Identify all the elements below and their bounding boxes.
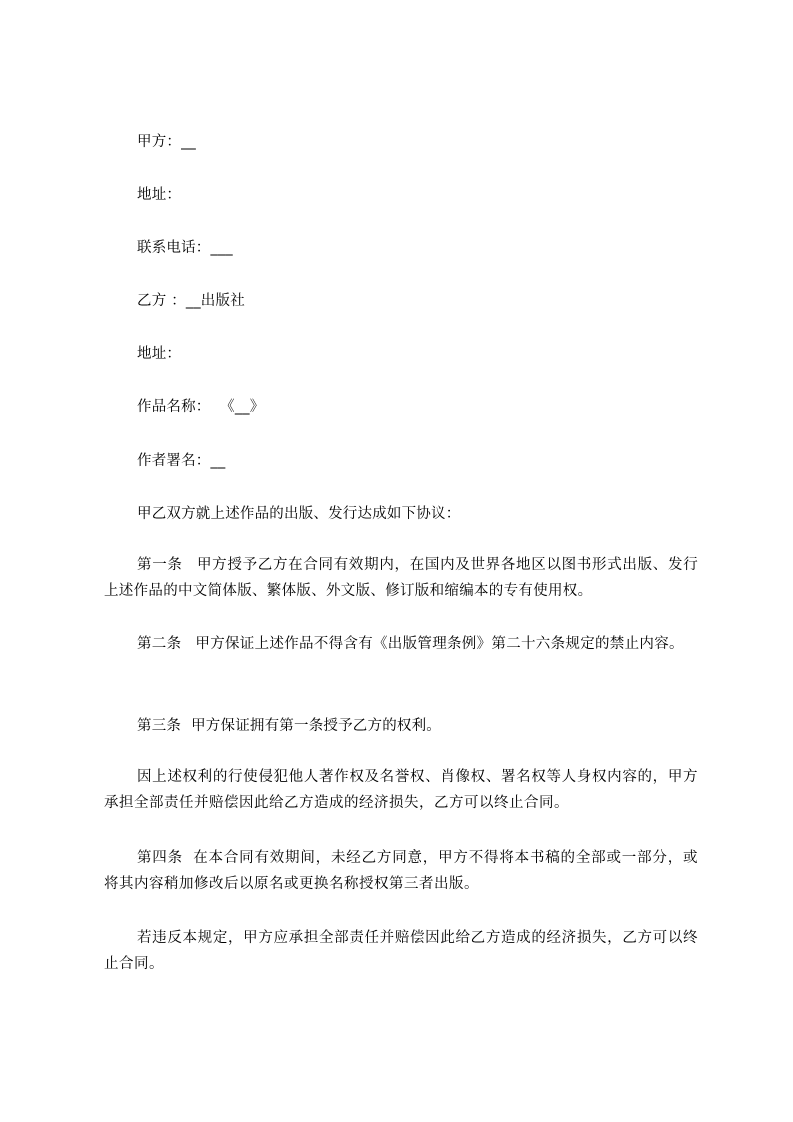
- party-b-line: 乙方 ：__出版社: [137, 293, 245, 309]
- article-2-label: 第二条: [137, 636, 182, 652]
- party-a-line: 甲方：__: [137, 134, 196, 150]
- article-4-label: 第四条: [137, 850, 183, 866]
- article-2-text: 甲方保证上述作品不得含有《出版管理条例》第二十六条规定的禁止内容。: [195, 636, 684, 652]
- article-1-label: 第一条: [137, 557, 183, 573]
- article-3-note: 因上述权利的行使侵犯他人著作权及名誉权、肖像权、署名权等人身权内容的，甲方承担全部责任并赔偿因此给乙方造成的经济损失，乙方可以终止合同。: [104, 769, 698, 811]
- author-line: 作者署名：__: [137, 453, 226, 469]
- article-4-note: 若违反本规定，甲方应承担全部责任并赔偿因此给乙方造成的经济损失，乙方可以终止合同。: [104, 930, 698, 972]
- article-3-text: 甲方保证拥有第一条授予乙方的权利。: [191, 718, 442, 734]
- article-4: [104, 845, 698, 897]
- article-3: [137, 718, 441, 734]
- party-a-address-line: 地址：: [137, 187, 182, 203]
- article-1-text: 甲方授予乙方在合同有效期内，在国内及世界各地区以图书形式出版、发行上述作品的中文简体版、繁体版、外文版、修订版和缩编本的专有使用权。: [104, 557, 698, 599]
- work-title-line: 作品名称： 《__》: [137, 399, 265, 415]
- article-1: [104, 552, 698, 604]
- agreement-intro: 甲乙双方就上述作品的出版、发行达成如下协议：: [137, 506, 461, 522]
- phone-line: 联系电话：___: [137, 240, 233, 256]
- article-3-label: 第三条: [137, 718, 182, 734]
- party-b-address-line: 地址：: [137, 346, 182, 362]
- article-4-text: 在本合同有效期间，未经乙方同意，甲方不得将本书稿的全部或一部分，或将其内容稍加修改后以原名或更换名称授权第三者出版。: [104, 850, 699, 892]
- article-2: [104, 631, 698, 657]
